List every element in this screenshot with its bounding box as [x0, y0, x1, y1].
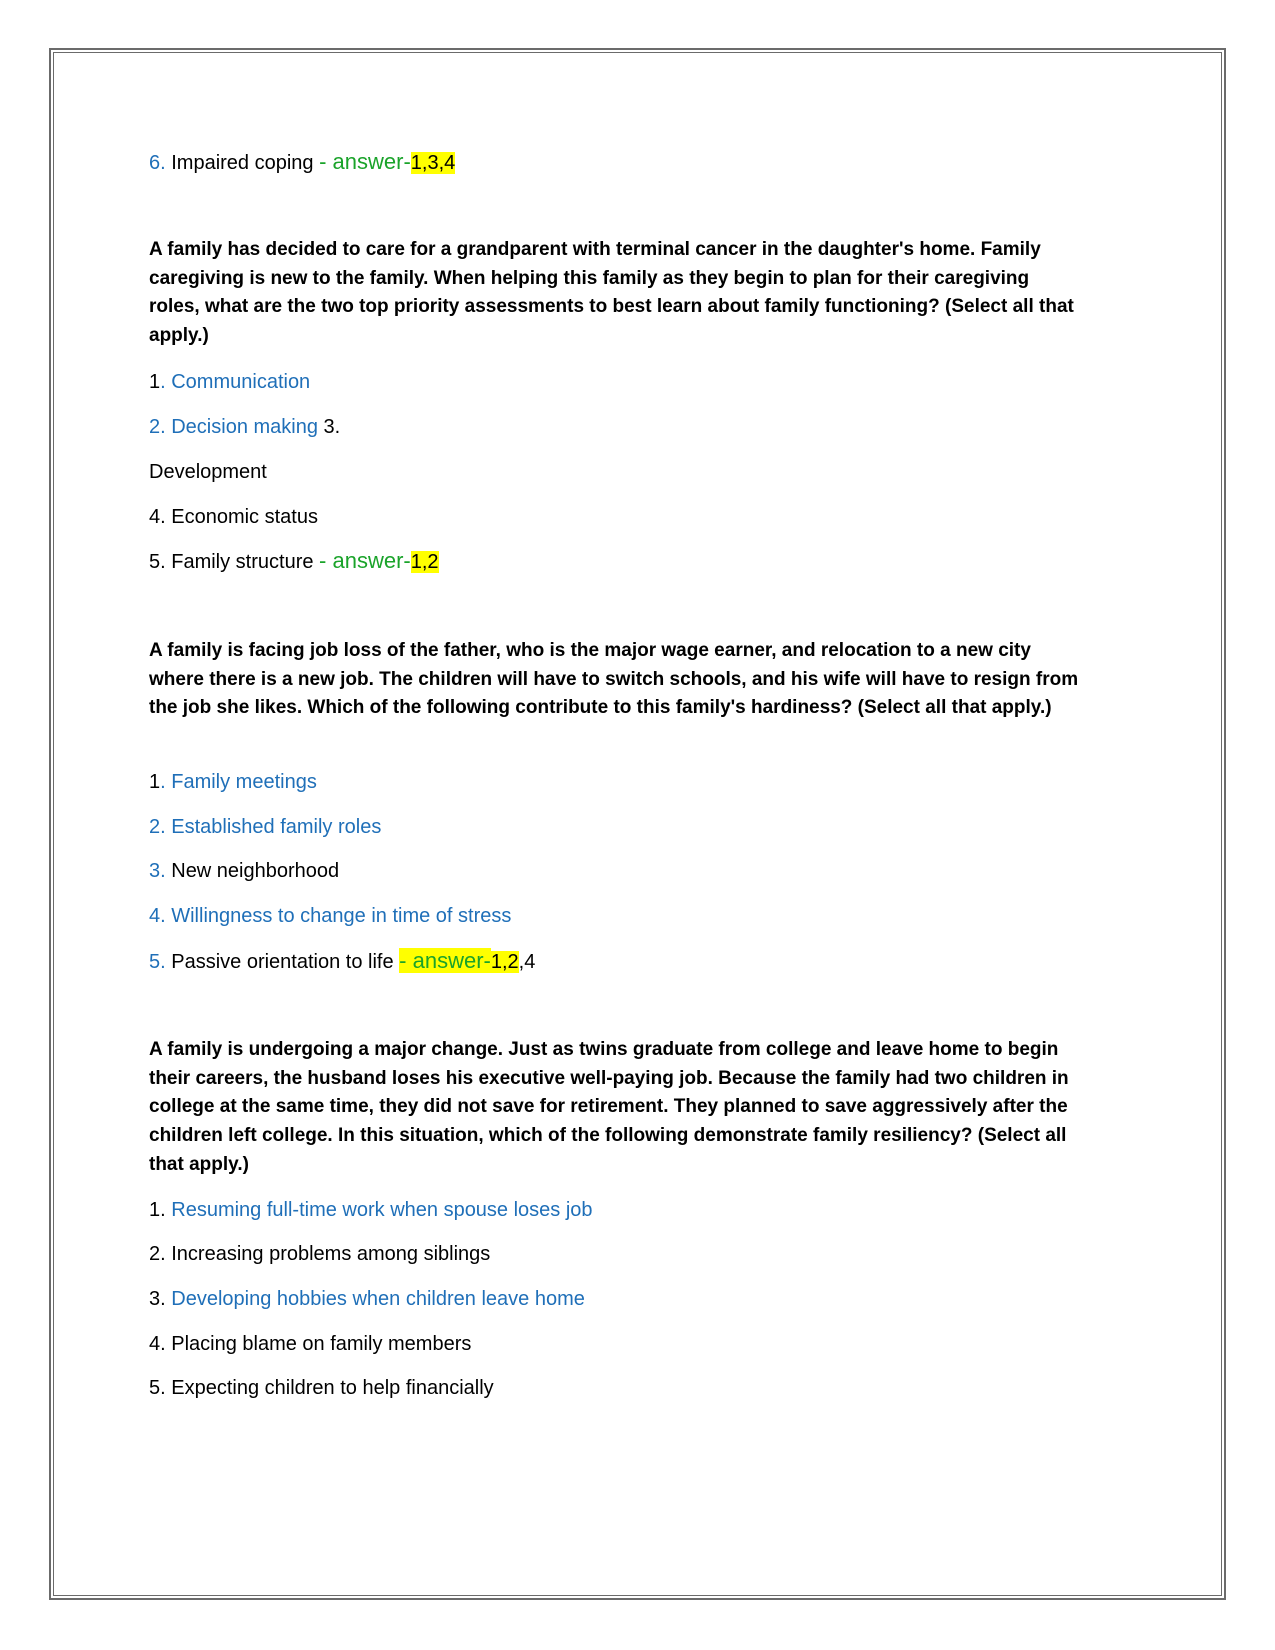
q3-option-5: 5. Expecting children to help financially: [149, 1377, 494, 1399]
q1-option-4: 4. Economic status: [149, 506, 318, 528]
answer-tail: ,4: [518, 951, 536, 973]
item-text: Impaired coping: [165, 152, 320, 174]
answer-value: 1,3,4: [410, 152, 456, 174]
q3-option-3: 3. Developing hobbies when children leave home: [149, 1288, 585, 1310]
q2-option-2: 2. Established family roles: [149, 816, 382, 838]
question-3: A family is undergoing a major change. Just as twins graduate from college and leave home to begin their careers, the husband loses his executive well-paying job. Because the family had two children in college at the same time, they did not save for retirement. They planned to save aggressively after the children left college. In this situation, which of the following demonstrate family resiliency? (Select all that apply.): [149, 1039, 1069, 1175]
q1-option-1: 1. Communication: [149, 371, 311, 393]
q2-option-3: 3. New neighborhood: [149, 860, 340, 882]
q1-option-2: 2. Decision making 3.: [149, 416, 341, 438]
answer-prefix: - answer-: [319, 149, 411, 174]
answer-value: 1,2: [410, 551, 439, 573]
q2-option-5: 5. Passive orientation to life - answer-1,2,4: [149, 948, 536, 973]
question-1: A family has decided to care for a grandparent with terminal cancer in the daughter's home. Family caregiving is new to the family. When helping this family as they begin to plan for their caregiving roles, what are the two top priority assessments to best learn about family functioning? (Select all that apply.): [149, 239, 1074, 347]
answer-value: 1,2: [490, 951, 519, 973]
q1-option-5: 5. Family structure - answer-1,2: [149, 548, 439, 573]
top-answer-line: [149, 150, 455, 175]
answer-prefix: - answer-: [319, 548, 411, 573]
item-number: 6.: [149, 152, 166, 174]
q2-option-1: 1. Family meetings: [149, 771, 317, 793]
q2-option-4: 4. Willingness to change in time of stress: [149, 905, 512, 927]
q1-option-3: Development: [149, 461, 267, 483]
q3-option-2: 2. Increasing problems among siblings: [149, 1243, 491, 1265]
question-2: A family is facing job loss of the father, who is the major wage earner, and relocation to a new city where there is a new job. The children will have to switch schools, and his wife will have to resign from the job she likes. Which of the following contribute to this family's hardiness? (Select all that apply.): [149, 640, 1079, 719]
answer-prefix: - answer-: [399, 948, 491, 973]
q3-option-1: 1. Resuming full-time work when spouse loses job: [149, 1199, 593, 1221]
q3-option-4: 4. Placing blame on family members: [149, 1333, 472, 1355]
